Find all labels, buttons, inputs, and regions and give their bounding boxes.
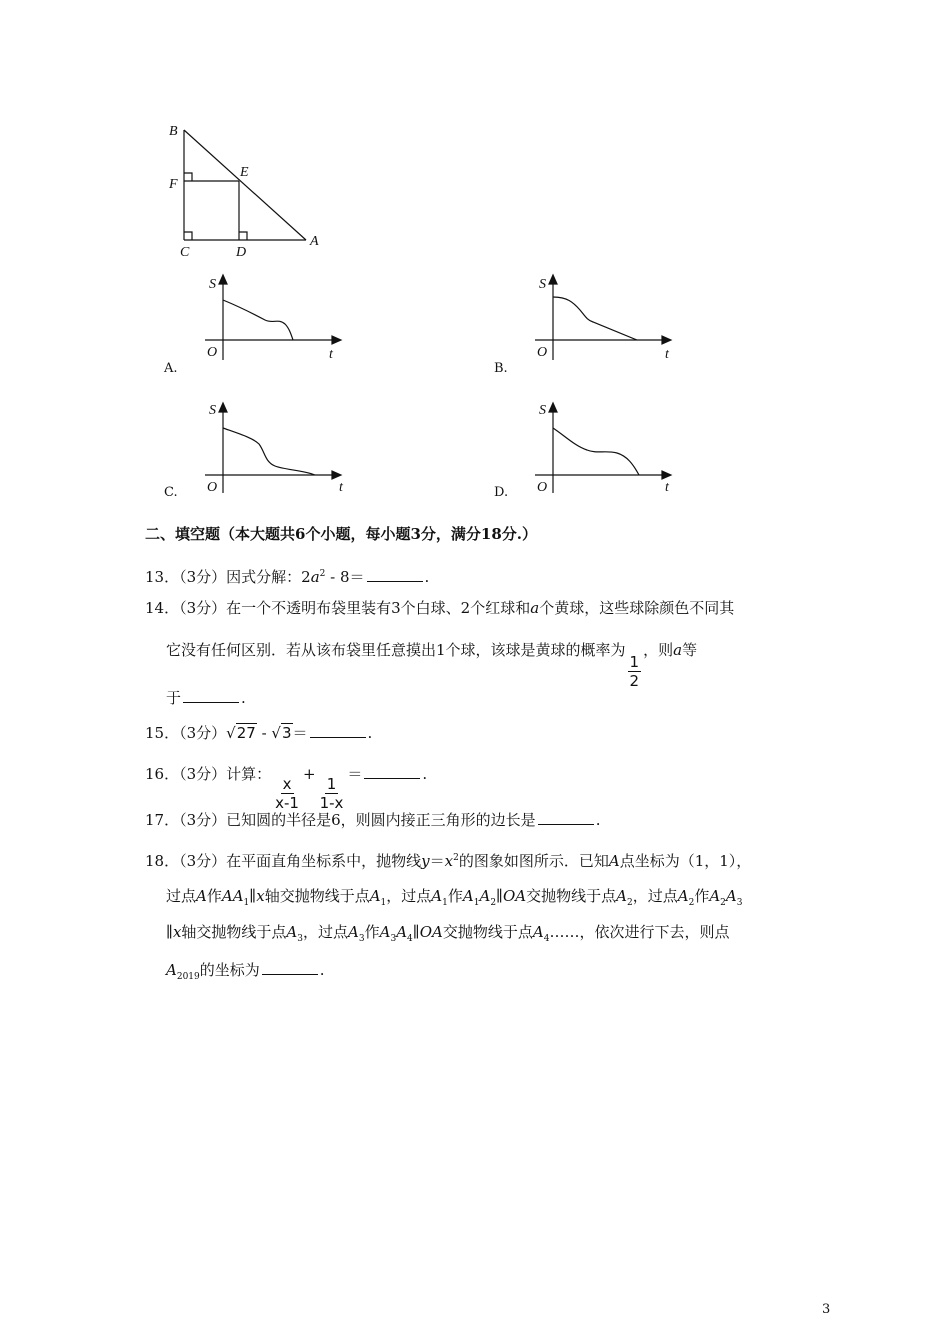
answer-blank[interactable]: [538, 810, 594, 825]
axis-s-label: S: [209, 403, 216, 418]
origin-label: O: [207, 345, 218, 360]
graph-option-a: [195, 270, 355, 365]
label-b: B: [169, 124, 178, 139]
question-17: 17．（3分）已知圆的半径是6，则圆内接正三角形的边长是 .: [145, 811, 601, 829]
section-heading: 二、填空题（本大题共6个小题，每小题3分，满分18分.）: [145, 525, 537, 543]
question-18-line-1: 18．（3分）在平面直角坐标系中，抛物线$y=x^2$的图象如图所示．已知A点坐标为（1，1），: [145, 852, 752, 870]
question-14-line-3: 于 .: [166, 689, 246, 707]
label-e: E: [240, 165, 249, 180]
option-a-label: A.: [164, 361, 178, 376]
label-f: F: [169, 177, 178, 192]
graph-option-c: [195, 398, 355, 498]
answer-blank[interactable]: [364, 764, 420, 779]
page-number: 3: [822, 1302, 831, 1317]
question-18-line-4: $A_{2019}$的坐标为 .: [166, 961, 325, 982]
curve-c: [223, 428, 315, 475]
answer-blank[interactable]: [183, 688, 239, 703]
question-16: 16．（3分）计算： $\frac{x}{x-1}$ + $\frac{1}{1-x}$ ＝ .: [145, 765, 428, 812]
question-18-line-3: ∥x轴交抛物线于点$A_3$，过点$A_3$作$A_3A_4\parallel OA$交抛物线于点$A_4\dots\dots$，依次进行下去，则点: [166, 923, 730, 944]
origin-label: O: [537, 480, 548, 495]
option-d-label: D.: [494, 485, 509, 500]
answer-blank[interactable]: [367, 567, 423, 582]
axis-t-label: t: [665, 347, 669, 362]
curve-b: [553, 297, 637, 340]
question-13: 13．（3分）因式分解：$2a^2 - 8=$ .: [145, 568, 430, 586]
curve-a: [223, 300, 293, 340]
option-b-label: B.: [494, 361, 508, 376]
origin-label: O: [207, 480, 218, 495]
fraction-one-half: $\frac{1}{2}$: [629, 653, 640, 690]
triangle-figure: [160, 118, 330, 263]
right-angle-d: [239, 232, 247, 240]
axis-s-label: S: [209, 277, 216, 292]
fraction-x-over-x-minus-1: $\frac{x}{x-1}$: [275, 775, 299, 812]
fraction-1-over-1-minus-x: $\frac{1}{1-x}$: [319, 775, 344, 812]
curve-d: [553, 428, 639, 475]
axis-t-label: t: [665, 480, 669, 495]
question-15: 15．（3分）√27 - √3＝ .: [145, 724, 373, 742]
option-c-label: C.: [164, 485, 178, 500]
graph-option-d: [525, 398, 685, 498]
answer-blank[interactable]: [310, 723, 366, 738]
right-angle-f: [184, 173, 192, 181]
question-18-line-2: 过点A作$AA_1\parallel x$轴交抛物线于点$A_1$，过点$A_1$作$A_1A_2\parallel OA$交抛物线于点$A_2$，过点$A_2$作$A_2A_3$: [166, 887, 743, 908]
answer-blank[interactable]: [262, 960, 318, 975]
side-ba: [184, 130, 306, 240]
label-c: C: [180, 245, 190, 260]
question-14-line-2: 它没有任何区别．若从该布袋里任意摸出1个球，该球是黄球的概率为 $\frac{1}{2}$ ，则a等: [166, 641, 698, 690]
label-d: D: [236, 245, 247, 260]
origin-label: O: [537, 345, 548, 360]
sqrt-3: √3: [271, 724, 292, 742]
sqrt-27: √27: [226, 724, 256, 742]
graph-option-b: [525, 270, 685, 365]
axis-s-label: S: [539, 277, 546, 292]
label-a: A: [310, 234, 319, 249]
axis-t-label: t: [339, 480, 343, 495]
question-14-line-1: 14．（3分）在一个不透明布袋里装有3个白球、2个红球和a个黄球，这些球除颜色不同其: [145, 599, 735, 617]
axis-t-label: t: [329, 347, 333, 362]
axis-s-label: S: [539, 403, 546, 418]
right-angle-c: [184, 232, 192, 240]
